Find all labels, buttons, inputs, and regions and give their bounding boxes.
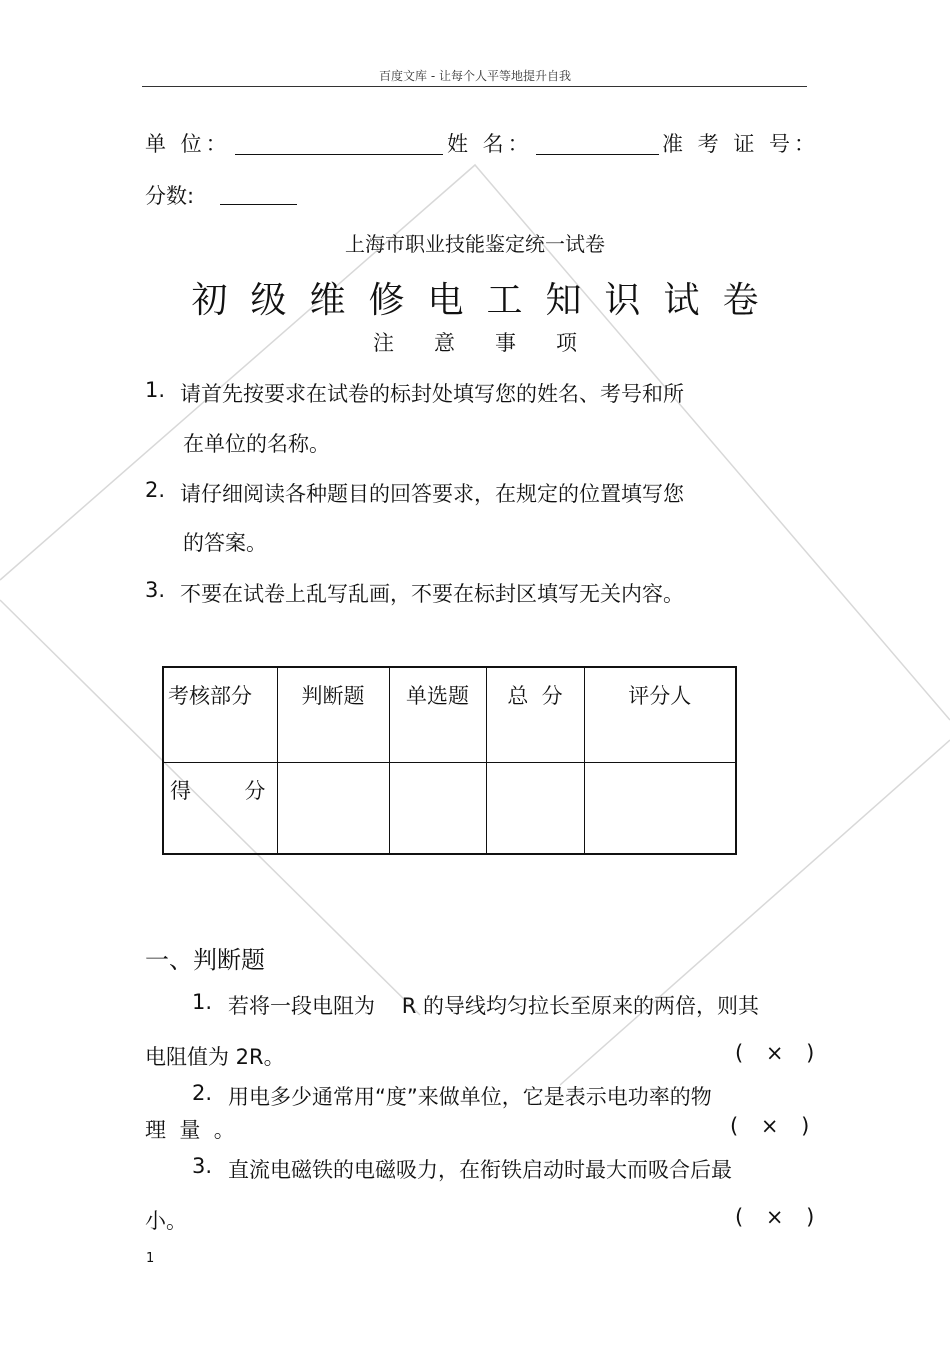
table-header-row [163, 667, 736, 762]
instruction-1-line2: 在单位的名称。 [183, 432, 330, 456]
exam-subtitle: 上海市职业技能鉴定统一试卷 [345, 232, 605, 256]
instruction-3-line1: 不要在试卷上乱写乱画，不要在标封区填写无关内容。 [180, 582, 684, 606]
instruction-3-number: 3. [145, 578, 166, 602]
score-table [162, 666, 737, 855]
notice-heading: 注意事项 [373, 331, 617, 355]
score-blank[interactable] [220, 204, 297, 205]
score-row-label: 得 分 [163, 762, 277, 854]
question-1-number: 1. [192, 990, 213, 1014]
question-2-line1: 用电多少通常用“度”来做单位，它是表示电功率的物 [228, 1085, 712, 1109]
header-cell-single-choice: 单选题 [389, 667, 486, 762]
question-2-line2: 理 量 。 [145, 1118, 235, 1142]
score-cell-total[interactable] [486, 762, 584, 854]
instruction-2-number: 2. [145, 478, 166, 502]
header-cell-total: 总 分 [486, 667, 584, 762]
unit-blank[interactable] [235, 154, 443, 155]
name-label: 姓 名： [447, 132, 533, 156]
instruction-1-line1: 请首先按要求在试卷的标封处填写您的姓名、考号和所 [180, 382, 684, 406]
score-row [163, 762, 736, 854]
instruction-2-line1: 请仔细阅读各种题目的回答要求，在规定的位置填写您 [180, 482, 684, 506]
question-2-number: 2. [192, 1081, 213, 1105]
exam-id-label: 准 考 证 号： [662, 132, 820, 156]
header-cell-true-false: 判断题 [277, 667, 389, 762]
header-cell-section: 考核部分 [163, 667, 277, 762]
question-1-answer: ( × ) [735, 1041, 823, 1065]
question-3-line2: 小。 [145, 1209, 187, 1233]
page-header: 百度文库 - 让每个人平等地提升自我 [379, 69, 571, 83]
score-cell-single-choice[interactable] [389, 762, 486, 854]
question-2-answer: ( × ) [730, 1114, 818, 1138]
question-3-line1: 直流电磁铁的电磁吸力，在衔铁启动时最大而吸合后最 [228, 1158, 732, 1182]
exam-title: 初级维修电工知识试卷 [191, 280, 782, 321]
name-blank[interactable] [536, 154, 659, 155]
question-1-line1: 若将一段电阻为 R 的导线均匀拉长至原来的两倍，则其 [228, 994, 759, 1018]
score-label: 分数: [145, 184, 195, 208]
header-cell-grader: 评分人 [584, 667, 736, 762]
question-1-line2: 电阻值为 2R。 [145, 1045, 285, 1069]
question-3-number: 3. [192, 1154, 213, 1178]
score-cell-true-false[interactable] [277, 762, 389, 854]
unit-label: 单 位： [145, 132, 231, 156]
question-3-answer: ( × ) [735, 1205, 823, 1229]
instruction-2-line2: 的答案。 [183, 531, 267, 555]
header-divider [142, 86, 807, 87]
instruction-1-number: 1. [145, 378, 166, 402]
section-heading: 一、判断题 [145, 946, 265, 974]
page-number: 1 [146, 1251, 155, 1266]
score-cell-grader[interactable] [584, 762, 736, 854]
